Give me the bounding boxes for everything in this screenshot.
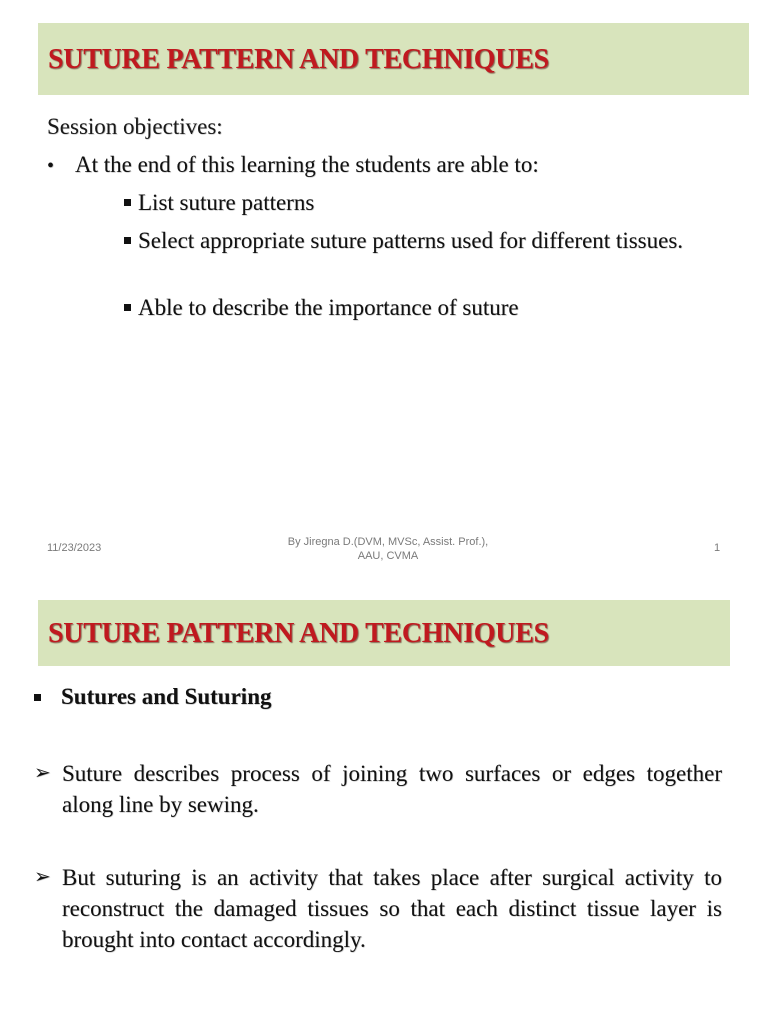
bullet-text: At the end of this learning the students are able to:	[75, 152, 539, 177]
section-heading-text: Sutures and Suturing	[61, 684, 272, 709]
objectives-heading: Session objectives:	[47, 114, 223, 139]
slide-title: SUTURE PATTERN AND TECHNIQUES	[48, 618, 549, 649]
square-bullet-icon	[124, 199, 131, 206]
bullet-item	[47, 152, 539, 178]
footer-date: 11/23/2023	[47, 542, 102, 554]
footer-author-line: AAU, CVMA	[357, 550, 419, 562]
square-bullet-icon	[124, 237, 131, 244]
arrow-bullet-item	[34, 862, 722, 955]
sub-bullet-text: Select appropriate suture patterns used for different tissues.	[138, 228, 684, 253]
arrow-bullet-icon: ➢	[34, 762, 51, 784]
slide-title: SUTURE PATTERN AND TECHNIQUES	[48, 44, 549, 75]
footer-author-line: By Jiregna D.(DVM, MVSc, Assist. Prof.),	[287, 536, 489, 548]
footer-author	[270, 535, 506, 563]
sub-bullet-text: List suture patterns	[138, 190, 315, 215]
bullet-icon: •	[47, 155, 55, 177]
sub-bullet-item	[124, 226, 736, 255]
square-bullet-icon	[124, 304, 131, 311]
title-bar	[38, 600, 730, 666]
arrow-bullet-text: Suture describes process of joining two surfaces or edges together along line by sewing.	[62, 761, 722, 817]
sub-bullet-item	[124, 293, 736, 322]
footer-page-number: 1	[714, 542, 721, 554]
square-bullet-icon	[34, 694, 41, 701]
sub-bullet-text: Able to describe the importance of suture	[138, 295, 519, 320]
arrow-bullet-text: But suturing is an activity that takes place after surgical activity to reconstruct the damaged tissues so that each distinct tissue layer is brought into contact accordingly.	[62, 865, 722, 952]
slide-2	[0, 577, 768, 1024]
arrow-bullet-item	[34, 758, 722, 820]
title-bar	[38, 23, 749, 95]
sub-bullet-item	[124, 188, 736, 217]
arrow-bullet-icon: ➢	[34, 866, 51, 888]
section-heading	[34, 684, 272, 710]
